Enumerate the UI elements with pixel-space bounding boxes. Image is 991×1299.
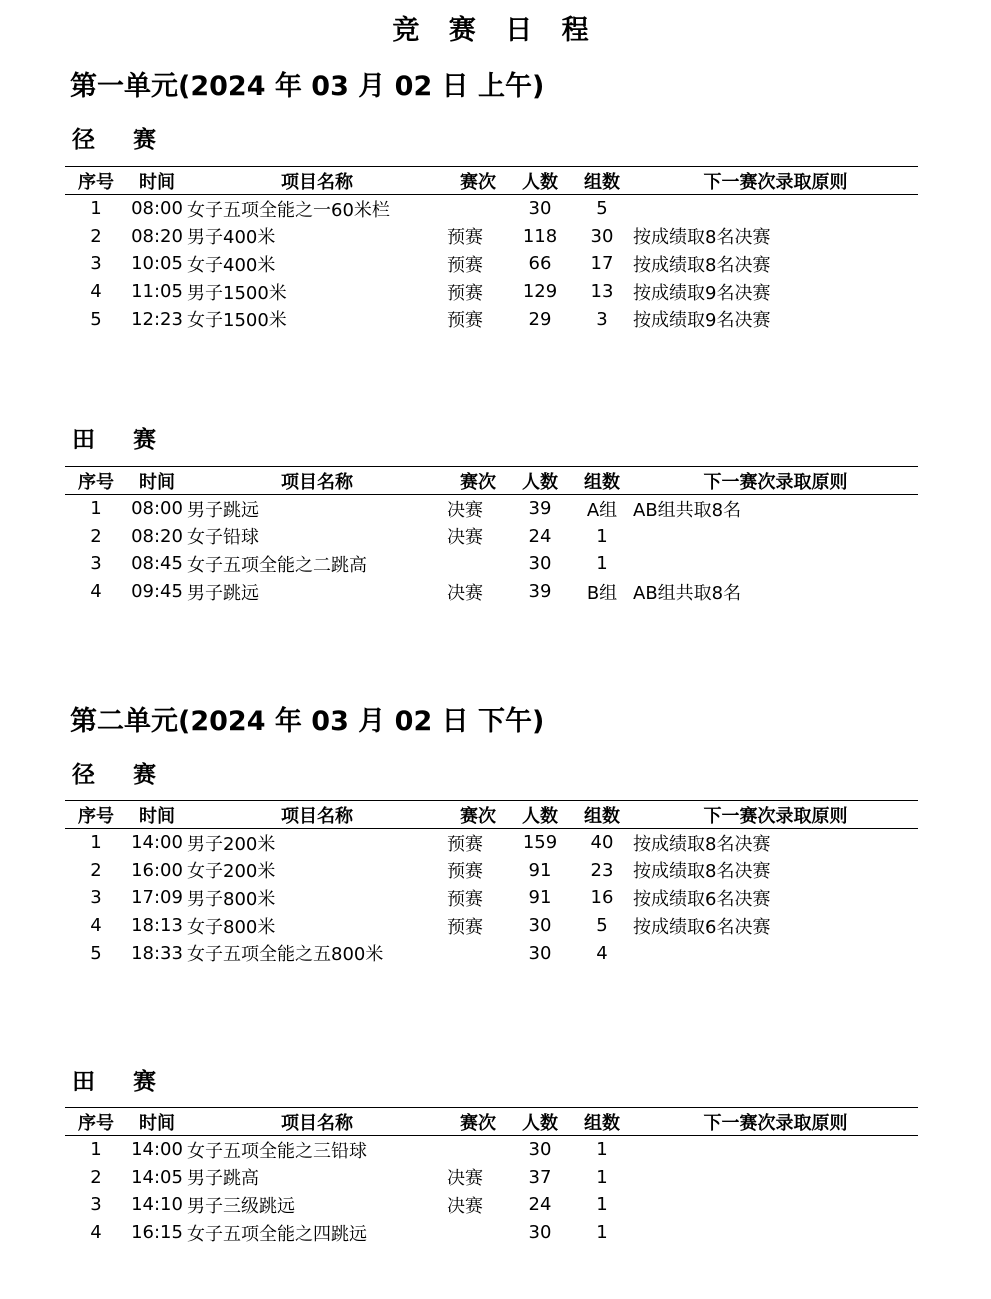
cell-time: 08:20 [131,225,183,247]
column-header: 赛次 [447,801,509,829]
cell-time: 14:00 [131,832,183,854]
cell-no: 3 [90,253,102,275]
cell-time: 17:09 [131,887,183,909]
cell-count: 129 [522,281,558,303]
cell-round: 决赛 [447,1168,483,1190]
section-title: 径赛 [72,762,194,788]
table-row [65,250,918,278]
cell-time: 14:05 [131,1166,183,1188]
column-header: 项目名称 [187,801,447,829]
cell-round: 预赛 [447,254,483,276]
cell-time: 16:00 [131,859,183,881]
cell-groups: 1 [596,1222,608,1244]
table-header-row [65,467,918,495]
table-row [65,857,918,885]
cell-round: 预赛 [447,833,483,855]
cell-no: 5 [90,942,102,964]
cell-rule: AB组共取8名 [633,499,742,521]
cell-no: 4 [90,915,102,937]
cell-no: 1 [90,832,102,854]
page-title: 竞 赛 日 程 [392,15,599,46]
cell-time: 09:45 [131,581,183,603]
table-row [65,912,918,940]
cell-count: 39 [528,498,552,520]
cell-groups: B组 [586,582,618,604]
cell-event: 男子跳远 [187,499,259,521]
cell-no: 2 [90,525,102,547]
cell-count: 66 [528,253,552,275]
unit-title: 第一单元(2024 年 03 月 02 日 上午) [70,71,545,102]
table-row [65,305,918,333]
cell-no: 3 [90,887,102,909]
cell-event: 女子五项全能之三铅球 [187,1140,367,1162]
cell-count: 24 [528,1194,552,1216]
table-row [65,195,918,223]
cell-count: 159 [522,832,558,854]
cell-rule: AB组共取8名 [633,582,742,604]
table-row [65,223,918,251]
column-header: 时间 [127,1108,187,1136]
table-row [65,578,918,606]
cell-rule [633,195,918,223]
cell-time: 11:05 [131,281,183,303]
column-header: 项目名称 [187,467,447,495]
column-header: 项目名称 [187,167,447,195]
cell-count: 29 [528,308,552,330]
cell-rule: 按成绩取8名决赛 [633,861,771,883]
cell-count: 30 [528,198,552,220]
cell-groups: 1 [596,1139,608,1161]
cell-rule [633,1219,918,1247]
cell-rule: 按成绩取6名决赛 [633,916,771,938]
cell-no: 2 [90,859,102,881]
cell-time: 16:15 [131,1222,183,1244]
cell-groups: 1 [596,525,608,547]
cell-event: 男子800米 [187,888,276,910]
table-row [65,523,918,551]
table-header-row [65,1108,918,1136]
cell-round [447,1136,509,1164]
cell-count: 37 [528,1166,552,1188]
cell-round [447,550,509,578]
cell-time: 18:13 [131,915,183,937]
cell-round: 预赛 [447,227,483,249]
cell-no: 3 [90,553,102,575]
cell-rule: 按成绩取8名决赛 [633,833,771,855]
cell-round: 预赛 [447,861,483,883]
cell-round: 预赛 [447,282,483,304]
table-row [65,1219,918,1247]
cell-rule [633,523,918,551]
column-header: 下一赛次录取原则 [633,167,918,195]
cell-event: 女子800米 [187,916,276,938]
cell-time: 14:10 [131,1194,183,1216]
column-header: 时间 [127,801,187,829]
cell-no: 4 [90,581,102,603]
cell-time: 08:00 [131,198,183,220]
table-row [65,1164,918,1192]
cell-rule [633,550,918,578]
column-header: 组数 [571,167,633,195]
column-header: 序号 [65,467,127,495]
cell-count: 30 [528,942,552,964]
column-header: 组数 [571,1108,633,1136]
unit-title: 第二单元(2024 年 03 月 02 日 下午) [70,706,545,737]
cell-no: 5 [90,308,102,330]
column-header: 人数 [509,801,571,829]
cell-no: 4 [90,281,102,303]
cell-no: 2 [90,225,102,247]
cell-no: 1 [90,198,102,220]
cell-rule: 按成绩取9名决赛 [633,282,771,304]
cell-event: 男子400米 [187,227,276,249]
cell-rule: 按成绩取6名决赛 [633,888,771,910]
schedule-table [65,1107,918,1246]
cell-rule [633,939,918,967]
column-header: 人数 [509,167,571,195]
cell-groups: 1 [596,553,608,575]
cell-no: 3 [90,1194,102,1216]
cell-round: 预赛 [447,310,483,332]
cell-round: 决赛 [447,582,483,604]
table-row [65,939,918,967]
table-row [65,1136,918,1164]
cell-count: 118 [522,225,558,247]
cell-event: 女子铅球 [187,527,259,549]
cell-event: 女子200米 [187,861,276,883]
cell-count: 30 [528,1222,552,1244]
cell-groups: 40 [590,832,614,854]
cell-no: 1 [90,498,102,520]
cell-event: 女子400米 [187,254,276,276]
column-header: 时间 [127,167,187,195]
cell-no: 1 [90,1139,102,1161]
cell-count: 30 [528,915,552,937]
cell-groups: 4 [596,942,608,964]
column-header: 时间 [127,467,187,495]
cell-event: 女子五项全能之四跳远 [187,1223,367,1245]
column-header: 组数 [571,801,633,829]
cell-no: 2 [90,1166,102,1188]
cell-groups: A组 [586,499,618,521]
cell-count: 39 [528,581,552,603]
cell-round [447,195,509,223]
schedule-table [65,166,918,333]
cell-event: 女子五项全能之二跳高 [187,554,367,576]
cell-round [447,1219,509,1247]
section-title: 田赛 [72,1069,194,1095]
column-header: 序号 [65,1108,127,1136]
column-header: 赛次 [447,467,509,495]
cell-groups: 23 [590,859,614,881]
cell-round: 预赛 [447,916,483,938]
table-row [65,829,918,857]
cell-count: 91 [528,859,552,881]
cell-groups: 5 [596,915,608,937]
cell-count: 30 [528,1139,552,1161]
column-header: 序号 [65,167,127,195]
cell-rule [633,1191,918,1219]
cell-groups: 5 [596,198,608,220]
cell-event: 男子跳远 [187,582,259,604]
table-row [65,550,918,578]
schedule-table [65,800,918,967]
column-header: 赛次 [447,1108,509,1136]
column-header: 人数 [509,1108,571,1136]
cell-time: 08:45 [131,553,183,575]
column-header: 序号 [65,801,127,829]
cell-groups: 1 [596,1194,608,1216]
column-header: 下一赛次录取原则 [633,1108,918,1136]
section-title: 径赛 [72,127,194,153]
cell-groups: 17 [590,253,614,275]
cell-rule: 按成绩取9名决赛 [633,310,771,332]
cell-time: 12:23 [131,308,183,330]
cell-event: 男子三级跳远 [187,1195,295,1217]
cell-round: 预赛 [447,888,483,910]
cell-event: 男子200米 [187,833,276,855]
cell-event: 女子五项全能之一60米栏 [187,199,390,221]
schedule-table [65,466,918,605]
cell-count: 30 [528,553,552,575]
cell-rule [633,1136,918,1164]
cell-count: 91 [528,887,552,909]
cell-event: 男子1500米 [187,282,287,304]
cell-groups: 13 [590,281,614,303]
cell-round [447,939,509,967]
cell-time: 08:00 [131,498,183,520]
table-row [65,884,918,912]
column-header: 下一赛次录取原则 [633,801,918,829]
cell-groups: 3 [596,308,608,330]
column-header: 人数 [509,467,571,495]
column-header: 组数 [571,467,633,495]
cell-time: 10:05 [131,253,183,275]
cell-event: 女子五项全能之五800米 [187,944,384,966]
column-header: 项目名称 [187,1108,447,1136]
cell-round: 决赛 [447,1195,483,1217]
cell-time: 08:20 [131,525,183,547]
section-title: 田赛 [72,427,194,453]
column-header: 赛次 [447,167,509,195]
cell-rule: 按成绩取8名决赛 [633,227,771,249]
cell-rule [633,1164,918,1192]
cell-groups: 30 [590,225,614,247]
table-header-row [65,801,918,829]
cell-event: 男子跳高 [187,1168,259,1190]
cell-groups: 1 [596,1166,608,1188]
table-row [65,1191,918,1219]
table-header-row [65,167,918,195]
cell-event: 女子1500米 [187,310,287,332]
cell-rule: 按成绩取8名决赛 [633,254,771,276]
cell-round: 决赛 [447,499,483,521]
column-header: 下一赛次录取原则 [633,467,918,495]
table-row [65,495,918,523]
cell-no: 4 [90,1222,102,1244]
cell-count: 24 [528,525,552,547]
cell-time: 14:00 [131,1139,183,1161]
table-row [65,278,918,306]
cell-round: 决赛 [447,527,483,549]
cell-groups: 16 [590,887,614,909]
cell-time: 18:33 [131,942,183,964]
